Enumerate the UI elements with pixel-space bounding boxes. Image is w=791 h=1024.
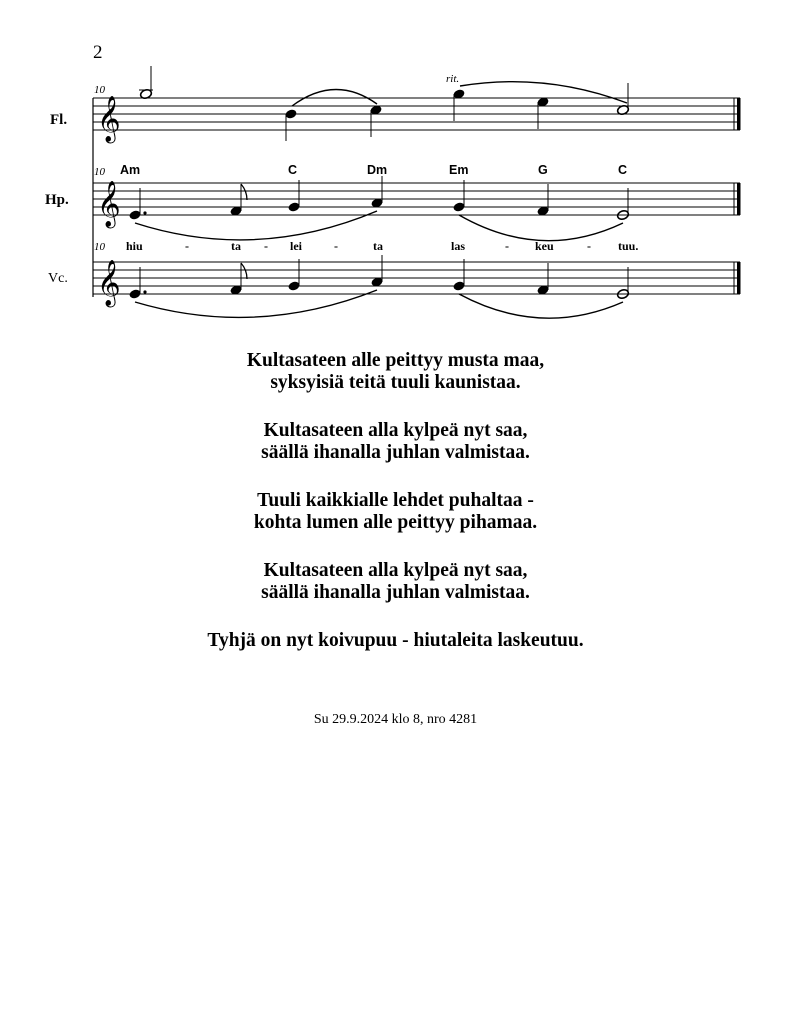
lyrics	[126, 239, 638, 253]
poem-line: Tuuli kaikkialle lehdet puhaltaa -	[257, 490, 534, 511]
chord-symbol: Am	[120, 163, 141, 177]
poem-stanza	[0, 630, 791, 652]
lyric-syllable: ta	[373, 239, 383, 253]
poem-line: Kultasateen alle peittyy musta maa,	[246, 350, 545, 371]
staff-cello	[93, 255, 741, 318]
lyric-hyphen: -	[334, 239, 338, 253]
poem-line: säällä ihanalla juhlan valmistaa.	[261, 442, 530, 463]
chord-symbol: G	[538, 163, 548, 177]
poem-line: Kultasateen alla kylpeä nyt saa,	[263, 420, 528, 441]
slur	[459, 294, 623, 318]
chord-symbol: C	[618, 163, 628, 177]
poem-stanza	[0, 420, 791, 464]
lyric-syllable: keu	[535, 239, 554, 253]
staff-label-flute: Fl.	[50, 112, 68, 128]
poem-line: Tyhjä on nyt koivupuu - hiutaleita laskeutuu.	[207, 630, 584, 651]
lyric-syllable: las	[451, 239, 466, 253]
poem-line: säällä ihanalla juhlan valmistaa.	[261, 582, 530, 603]
treble-clef-icon: 𝄞	[97, 96, 121, 141]
poem-line: Kultasateen alla kylpeä nyt saa,	[263, 560, 528, 581]
measure-number-harp: 10	[94, 166, 105, 178]
slur	[459, 215, 623, 241]
lyric-hyphen: -	[185, 239, 189, 253]
measure-number-flute: 10	[94, 84, 105, 96]
lyric-syllable: tuu.	[618, 239, 639, 253]
measure-number-cello: 10	[94, 241, 105, 253]
music-score	[0, 0, 791, 330]
poem-line: syksyisiä teitä tuuli kaunistaa.	[270, 372, 521, 393]
lyric-syllable: hiu	[126, 239, 143, 253]
staff-label-harp: Hp.	[45, 192, 69, 208]
lyric-syllable: lei	[290, 239, 302, 253]
poem-stanza	[0, 560, 791, 604]
lyric-hyphen: -	[505, 239, 509, 253]
tempo-marking: rit.	[446, 73, 460, 85]
poem	[0, 350, 791, 678]
treble-clef-icon: 𝄞	[97, 260, 121, 305]
poem-stanza	[0, 490, 791, 534]
poem-line: kohta lumen alle peittyy pihamaa.	[253, 512, 538, 533]
treble-clef-icon: 𝄞	[97, 181, 121, 226]
staff-harp	[93, 163, 741, 241]
staff-flute	[93, 66, 741, 144]
lyric-syllable: ta	[231, 239, 241, 253]
chord-symbol: C	[288, 163, 298, 177]
footer-date: Su 29.9.2024 klo 8, nro 4281	[313, 712, 478, 727]
staff-label-cello: Vc.	[48, 271, 68, 286]
chord-symbol: Em	[449, 163, 469, 177]
poem-stanza	[0, 350, 791, 394]
chord-symbol: Dm	[367, 163, 388, 177]
page-number: 2	[93, 42, 103, 63]
lyric-hyphen: -	[587, 239, 591, 253]
lyric-hyphen: -	[264, 239, 268, 253]
